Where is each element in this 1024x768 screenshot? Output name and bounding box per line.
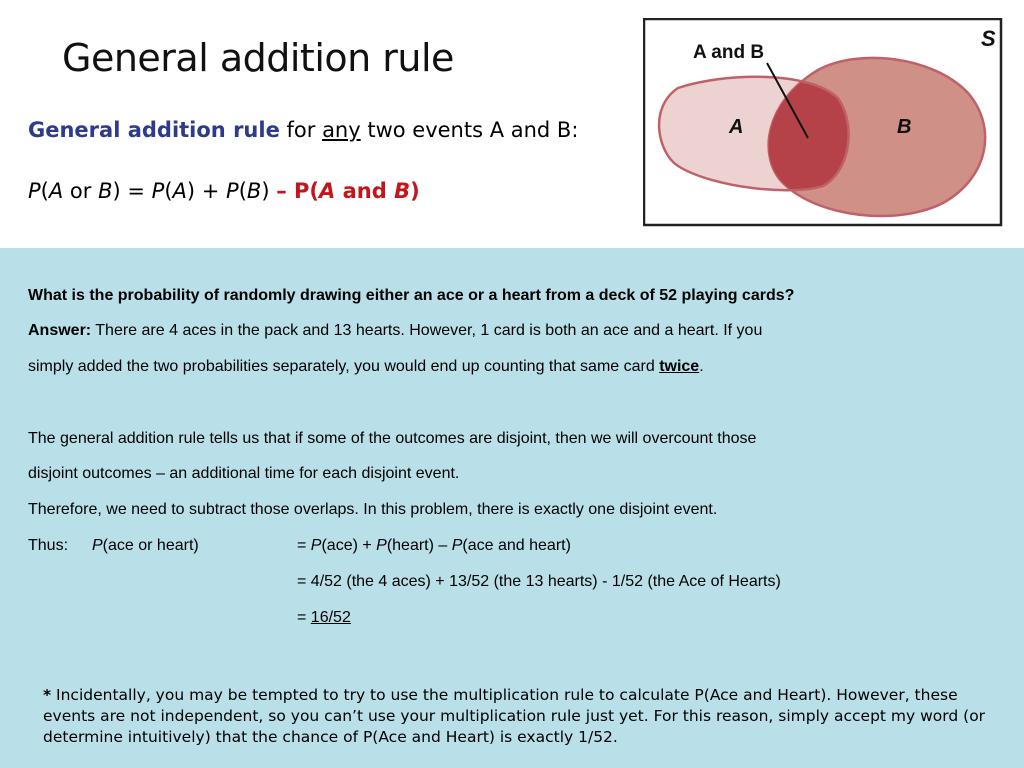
thus-equation-2: = 4/52 (the 4 aces) + 13/52 (the 13 hearts) - 1/52 (the Ace of Hearts) xyxy=(297,573,781,590)
formula-pB-P: P xyxy=(226,179,239,203)
paragraph-2-line-1: The general addition rule tells us that if some of the outcomes are disjoint, then we will overcount those xyxy=(28,430,757,447)
formula-P: P xyxy=(28,179,41,203)
answer-line-1 xyxy=(28,322,762,340)
eq1-equals: = xyxy=(297,537,311,554)
a-and-b-label: A and B xyxy=(693,42,765,63)
page-title: General addition rule xyxy=(62,36,454,80)
formula-pA-P: P xyxy=(151,179,165,203)
rule-text-post: two events A and B: xyxy=(360,118,579,142)
formula-minus xyxy=(276,179,419,203)
b-label: B xyxy=(897,116,912,138)
eq1-P3: P xyxy=(451,537,463,554)
rule-text-any: any xyxy=(322,118,361,142)
rule-name: General addition rule xyxy=(28,118,280,142)
answer-label: Answer: xyxy=(28,322,92,339)
thus-equation-3 xyxy=(297,609,351,627)
formula-red-B: B xyxy=(394,179,411,203)
formula-plus: ) + xyxy=(186,179,227,203)
addition-formula xyxy=(28,179,420,203)
eq1-P1: P xyxy=(310,537,322,554)
formula-paren: ( xyxy=(238,179,247,203)
footnote xyxy=(43,685,1003,748)
answer-text-1: There are 4 aces in the pack and 13 hearts. However, 1 card is both an ace and a heart. If you xyxy=(91,322,763,339)
footnote-text: Incidentally, you may be tempted to try to use the multiplication rule to calculate P(Ace and Heart). However, these events are not independent, so you can’t use your multiplication rule just yet. For this reason, simply accept my word (or determine intuitively) that the chance of P(Ace and Heart) is exactly 1/52. xyxy=(43,686,986,746)
eq1-ace: (ace) + xyxy=(321,537,377,554)
eq1-heart: (heart) – xyxy=(386,537,452,554)
eq1-P2: P xyxy=(376,537,387,554)
eq1-ace-and-heart: (ace and heart) xyxy=(462,537,571,554)
answer-line-2 xyxy=(28,358,704,376)
thus-lhs-P: P xyxy=(92,537,103,554)
s-label: S xyxy=(981,26,996,51)
thus-lhs-rest: (ace or heart) xyxy=(102,537,199,554)
paragraph-2-line-2: disjoint outcomes – an additional time for each disjoint event. xyxy=(28,465,460,482)
eq3-equals: = xyxy=(297,609,311,626)
formula-red-close: ) xyxy=(410,179,420,203)
formula-red-and: and xyxy=(335,179,395,203)
venn-diagram xyxy=(643,18,1003,228)
footnote-star: * xyxy=(43,686,52,704)
formula-pB-B: B xyxy=(246,179,262,203)
thus-equation-1 xyxy=(297,537,571,555)
formula-A: A xyxy=(48,179,64,203)
a-label: A xyxy=(729,116,744,138)
formula-paren: ) xyxy=(261,179,277,203)
eq3-result: 16/52 xyxy=(310,609,351,626)
formula-or: or xyxy=(63,179,99,203)
formula-minus-text: – P( xyxy=(276,179,320,203)
paragraph-3-line-1: Therefore, we need to subtract those overlaps. In this problem, there is exactly one disjoint event. xyxy=(28,501,718,518)
formula-paren: ( xyxy=(164,179,173,203)
answer-text-2-end: . xyxy=(699,358,704,375)
formula-equals: ) = xyxy=(112,179,152,203)
formula-pA-A: A xyxy=(172,179,187,203)
rule-statement xyxy=(28,118,578,142)
rule-text-pre: for xyxy=(279,118,323,142)
thus-label: Thus: xyxy=(28,537,69,554)
formula-B: B xyxy=(98,179,113,203)
question-text: What is the probability of randomly drawing either an ace or a heart from a deck of 52 playing cards? xyxy=(28,287,795,304)
thus-lhs xyxy=(92,537,199,555)
formula-paren: ( xyxy=(40,179,49,203)
formula-red-A: A xyxy=(319,179,336,203)
answer-twice: twice xyxy=(659,358,700,375)
answer-text-2: simply added the two probabilities separately, you would end up counting that same card xyxy=(28,358,660,375)
